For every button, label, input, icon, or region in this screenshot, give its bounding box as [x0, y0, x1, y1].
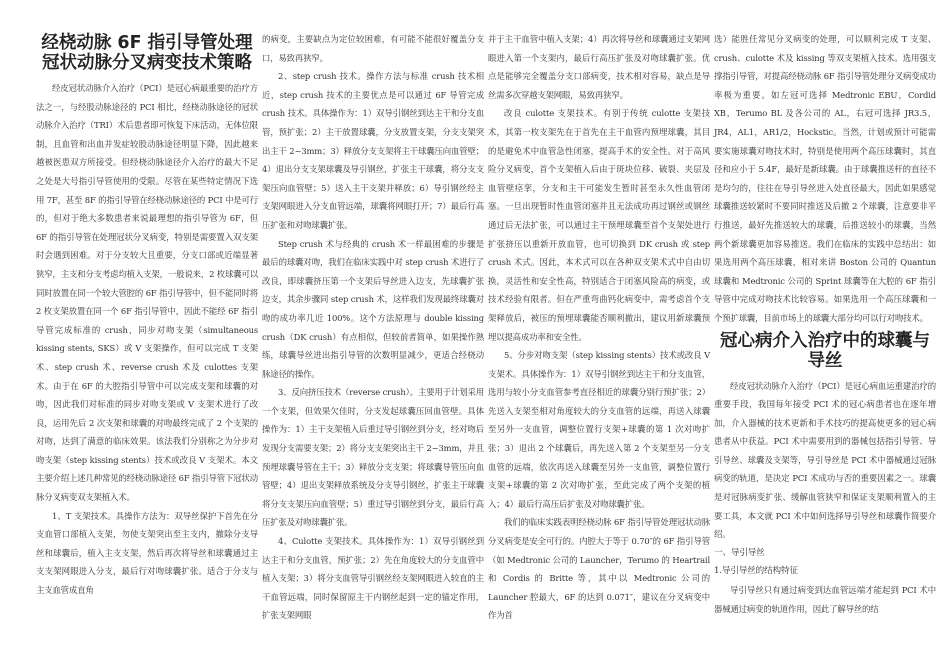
paragraph: 的病变，主要缺点为定位较困难，有可能不能很好覆盖分支口，易致再狭窄。	[262, 34, 484, 63]
paragraph: 1、T 支架技术。具操作方法为：双导丝保护下首先在分支血管口部植入支架，勿使支架突出至主支内，撤除分支导丝和球囊后，植入主支支架，然后再次将导丝和球囊通过主支支架网眼进入分支，最后行对吻球囊扩张。适合于分支与主支血管成直角	[36, 510, 258, 596]
subsection-heading: 1.导引导丝的结构特征	[714, 566, 798, 577]
paragraph: 经皮冠状动脉介入治疗（PCI）是冠心病最重要的治疗方法之一，与经股动脉途径的 PCI 相比，经桡动脉途径的冠状动脉介入治疗（TRI）术后患者即可恢复下床活动，无体位限制，且血管和出血并发症较股动脉途径明显下降，因此越来越被医患双方所接受。但经桡动脉途径介入治疗的最大不足之处是大号指引导管使用的受限。尽管在某些特定情况下选用 7F，甚至 8F 的指引导管在经桡动脉途径的 PCI 中是可行的，但对于绝大多数患者来说最理想的指引导管为 6F，但 6F 的指引导管在处理冠状分叉病变，特别是需要置入双支架时会遇到困难。对于分支较大且重要，分支口部或近端显著狭窄，主支和分支考虑均植入支架，一般说来，2 枚球囊可以同时放置在同一个较大管腔的 6F 指引导管中，但不能同时将 2 枚支架放置在同一个 6F 指引导管中，因此不能经 6F 指引导管完成标准的 crush，同步对吻支架（simultaneous kissing stents, SKS）或 V 支架操作，但可以完成 T 支架术、step crush 术、reverse crush 术及 culottes 支架术。由于在 6F 的大腔指引导管中可以完成支架和球囊的对吻，因此我们对标准的同步对吻支架或 V 支架术进行了改良，运用先后 2 次支架和球囊的对吻最终完成了 2 个支架的对吻，达到了满意的临床效果。该法我们分别称之为分步对吻支架（step kissing stents）技术或改良 V 支架术。本文主要介绍上述几种常见的经桡动脉途径 6F 指引导管下冠状动脉分叉病变双支架植入术。	[36, 83, 258, 503]
paragraph: 2、step crush 技术。操作方法与标准 crush 技术相近，step crush 技术的主要优点是可以通过 6F 导管完成 crush 技术。具体操作为：1）双导引钢丝到达主干和分支血管，预扩张；2）主干放置球囊，分支放置支架，分支支架突出主干 2~3mm；3）释放分支支架将主干球囊压向血管壁；4）退出分支支架球囊及导引钢丝，扩张主干球囊，将分支支架压向血管壁；5）送入主干支架并释放；6）导引钢丝经主支架网眼进入分支血管远端，球囊将网眼打开；7）最后行高压扩张和对吻球囊扩张。	[262, 71, 484, 230]
paragraph: 3、反向挤压技术（reverse crush）。主要用于计划采用一个支架，但效果欠佳时，分支发起球囊压回血管壁。具体操作为：1）主干支架植入后重过导引钢丝到分支，经对吻后发现分支需要支架；2）将分支支架突出主干 2~3mm，并且预埋球囊导管在主干；3）释放分支支架；将球囊导管压向血管壁；4）退出支架释放系统及分支导引钢丝，扩张主干球囊将分支支架压向血管壁；5）重过导引钢丝到分支，最后行高压扩张及对吻球囊扩张。	[262, 387, 484, 528]
column-3	[488, 30, 710, 625]
paragraph: 我们的临床实践表明经桡动脉 6F 指引导管处理冠状动脉分叉病变是安全可行的。内腔大于等于 0.70″的 6F 指引导管（如 Medtronic 公司的 Launcher，Terumo 的 Heartrail 和 Cordis 的 Britte 等，其中以 Medtronic 公司的 Launcher 腔最大，6F 的达到 0.071″，建议在分叉病变中作为首	[488, 517, 710, 621]
paragraph: 5、分步对吻支架（step kissing stents）技术或改良 V 支架术。具体操作为：1）双导引钢丝到达主干和分支血管，选用与较小分支血管参考直径相近的球囊分别行预扩张；2）先送入支架至相对角度较大的分支血管的远端，再送入球囊至另外一支血管，调整位置行支架+球囊的第 1 次对吻扩张；3）退出 2 个球囊后，再先送入第 2 个支架至另一分支血管的远端，依次再送入球囊至另外一支血管，调整位置行支架+球囊的第 2 次对吻扩张，至此完成了两个支架的植入；4）最后行高压后扩张及对吻球囊扩张。	[488, 350, 710, 509]
column-4	[714, 30, 936, 618]
paragraph: 导引导丝只有通过病变到达血管远端才能起到 PCI 术中器械通过病变的轨道作用，因此了解导丝的结	[714, 585, 936, 614]
paragraph: 经皮冠状动脉介入治疗（PCI）是冠心病血运重建治疗的重要手段，我国每年接受 PCI 术的冠心病患者也在逐年增加，介入器械的技术更新和手术技巧的提高使更多的冠心病患者从中获益。PCI 术中需要用到的器械包括指引导管、导引导丝、球囊及支架等，导引导丝是 PCI 术中器械通过冠脉病变的轨道，是决定 PCI 术成功与否的重要因素之一。球囊是对冠脉病变扩张、缓解血管狭窄和保证支架顺利置入的主要工具，本文就 PCI 术中如何选择导引导丝和球囊作简要介绍。	[714, 380, 936, 540]
column-2	[262, 30, 484, 625]
paragraph: 并于主干血管中植入支架；4）再次将导丝和球囊通过支架网眼进入第一个支架内，最后行高压扩张及对吻球囊扩张。优点是能够完全覆盖分支口部病变，技术相对容易，缺点是导丝需多次穿越支架网眼，易致再狭窄。	[488, 34, 710, 100]
column-1	[36, 30, 258, 600]
section-heading: 一、导引导丝	[714, 547, 765, 558]
paragraph: 4、Culotte 支架技术。具体操作为：1）双导引钢丝到达主干和分支血管，预扩张；2）先在角度较大的分支血管中植入支架；3）将分支血管导引钢丝经支架网眼进入较直的主干血管远端，同时保留原主干内钢丝起到一定的锚定作用，扩张支架网眼	[262, 536, 484, 621]
paragraph: 改良 culotte 支架技术。有别于传统 culotte 支架技术，其第一枚支架先在于首先在主干血管内预埋球囊，其目的是避免术中血管急性闭塞，提高手术的安全性。对于高风险分叉病变，首个支架植入后由于斑块位移、破裂、夹层及血管壁痉挛，分支和主干可能发生暂时甚至永久性血管闭塞。一旦出现暂时性血管闭塞并且无法成功再过钢丝或钢丝通过后无法扩张，可以通过主干预埋球囊至首个支架处进行扩张挤压以重新开放血管，也可切换到 DK crush 或 step crush 术式。因此，本术式可以在各种双支架术式中自由切换，灵活性和安全性高，特别适合于闭塞风险高的病变，或技术经验有限者。但在严重弯曲钙化病变中，需考虑首个支架释放后，被压的预埋球囊能否顺利撤出，建议用新球囊预埋以提高成功率和安全性。	[488, 108, 710, 342]
paragraph: 选）能胜任常见分叉病变的处理，可以顺利完成 T 支架、crush、culotte 术及 kissing 等双支架植入技术。选用强支撑指引导管，对提高经桡动脉 6F 指引导管处理分叉病变成功率极为重要。如左冠可选择 Medtronic EBU，Cordid XB，Terumo BL 及各公司的 AL，右冠可选择 JR3.5，JR4，AL1，AR1/2，Hockstic。当然，计划或预计可能需要实施球囊对吻技术时，特别是使用两个高压球囊时，其直径和应小于 5.4F，最好是新球囊。由于球囊推送杆的直径不是均匀的，往往在导引导丝进入处直径最大，因此如果感觉球囊推送较紧时不要同时推送及后撤 2 个球囊，注意要非平行推送，最好先推送较大的球囊，后推送较小的球囊，当然两个新球囊更加容易推送。我们在临床的实践中总结出：如果选用两个高压球囊，相对来讲 Boston 公司的 Quantun 球囊和 Medtronic 公司的 Sprint 球囊等在大腔的 6F 指引导管中完成对吻技术比较容易。如果选用一个高压球囊和一个预扩球囊，目前市场上的球囊大部分均可以行对吻技术。	[714, 34, 936, 323]
section-title: 冠心病介入治疗中的球囊与导丝	[720, 330, 930, 371]
paragraph: Step crush 术与经典的 crush 术一样最困难的步骤是最后的球囊对吻，我们在临床实践中对 step crush 术进行了改良，即球囊挤压第一个支架后导丝进入边支，先球囊扩张边支，其余步骤同 step crush 术，这样我们发现最终球囊对吻的成功率几近 100%。这个方法原理与 double kissing crush（DK crush）有点相似，但较前者简单，如果操作熟练，球囊导丝进出指引导管的次数明显减少，更适合经桡动脉途径的操作。	[262, 238, 484, 379]
article-title: 经桡动脉 6F 指引导管处理冠状动脉分叉病变技术策略	[41, 33, 253, 73]
